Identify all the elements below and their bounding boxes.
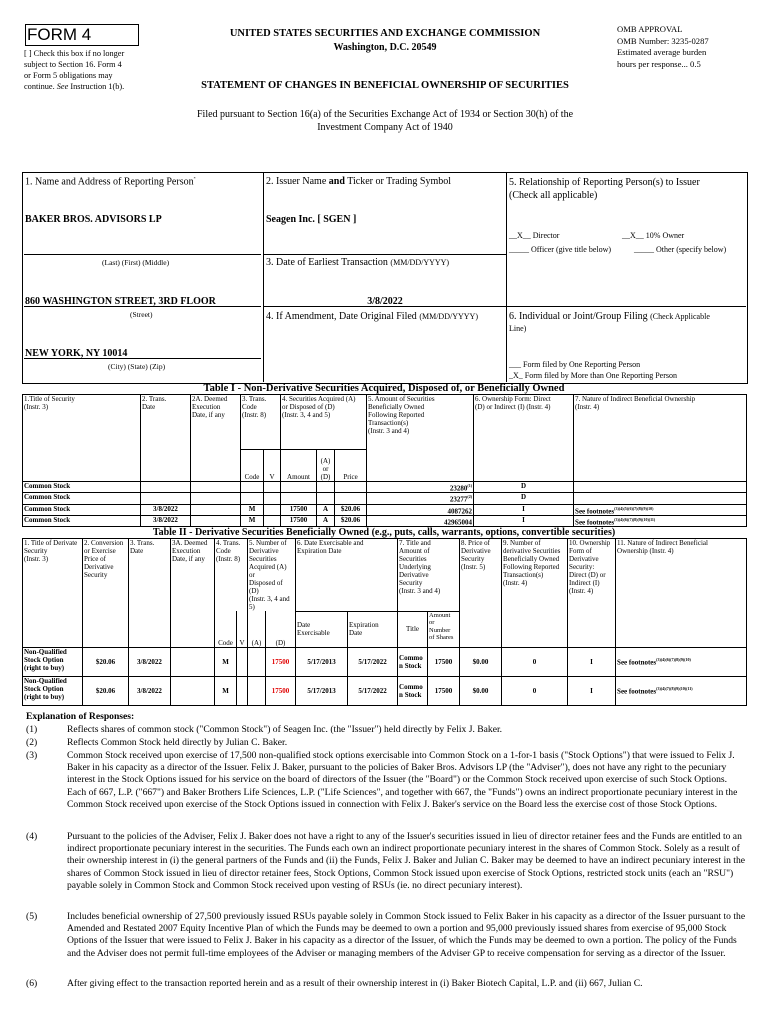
issuer-value: Seagen Inc. [ SGEN ] (266, 214, 357, 225)
t2-col-code: 4. Trans. Code (Instr. 8) (215, 539, 248, 612)
officer-checkbox[interactable]: _____ Officer (give title below) (509, 245, 612, 254)
agency-city: Washington, D.C. 20549 (333, 42, 437, 53)
t2-col-underlying: 7. Title and Amount of Securities Underlying Derivative Security (Instr. 3 and 4) (398, 539, 460, 612)
t1-sub-price: Price (335, 450, 367, 482)
table2 (22, 538, 746, 706)
filing-label: 6. Individual or Joint/Group Filing (Check Applicable Line) (509, 311, 710, 333)
t1-col-deemed: 2A. Deemed Execution Date, if any (191, 395, 241, 450)
form-title: FORM 4 (25, 24, 139, 46)
t1-sub-code: Code (241, 450, 264, 482)
director-checkbox[interactable]: __X__ Director (509, 231, 560, 240)
footnote-text: Reflects shares of common stock ("Common Stock") of Seagen Inc. (the "Issuer") held directly by Felix J. Baker. (67, 724, 503, 735)
table-row: Common Stock 3/8/2022 M 17500 A $20.06 4087262 I See footnotes$^{(3)(4)(5)(6)(7)(8)(9)(10)}$ (23, 504, 747, 515)
relationship-label: 5. Relationship of Reporting Person(s) to Issuer (Check all applicable) (509, 177, 700, 201)
filing-one-person[interactable]: ___ Form filed by One Reporting Person (509, 360, 641, 369)
table-row: Common Stock 3/8/2022 M 17500 A $20.06 42965004 I See footnotes$^{(3)(4)(6)(7)(8)(9)(10)(11)}$ (23, 515, 747, 526)
t2-col-price: 8. Price of Derivative Security (Instr. 5) (460, 539, 502, 648)
t1-col-date: 2. Trans. Date (141, 395, 191, 450)
t2-sub-title: Title (398, 611, 428, 647)
reporting-person-label: 1. Name and Address of Reporting Person* (25, 176, 196, 188)
footnote-text: Reflects Common Stock held directly by Julian C. Baker. (67, 737, 288, 748)
t2-sub-amount: Amount or Number of Shares (428, 611, 460, 647)
city-hint: (City) (State) (Zip) (108, 362, 166, 371)
t2-sub-exercisable: Date Exercisable (296, 611, 348, 647)
footnote-number: (6) (26, 978, 38, 989)
t2-sub-v: V (237, 611, 248, 647)
footnote-number: (4) (26, 831, 38, 842)
issuer-label: 2. Issuer Name and Ticker or Trading Symbol (266, 176, 452, 187)
footnote-number: (2) (26, 737, 38, 748)
ten-percent-owner-checkbox[interactable]: __X__ 10% Owner (622, 231, 685, 240)
t1-sub-v: V (264, 450, 281, 482)
t2-col-date: 3. Trans. Date (129, 539, 171, 612)
t2-col-title: 1. Title of Derivate Security (Instr. 3) (24, 539, 78, 563)
t2-col-number: 5. Number of Derivative Securities Acquired (A) or Disposed of (D) (Instr. 3, 4 and 5) (248, 539, 296, 612)
other-checkbox[interactable]: _____ Other (specify below) (634, 245, 727, 254)
reporting-street: 860 WASHINGTON STREET, 3RD FLOOR (25, 296, 216, 307)
footnote-text: Includes beneficial ownership of 27,500 previously issued RSUs payable solely in Common Stock issued to Felix Baker in his capacity as a director of the Issuer pursuant to the Amended and Restated 2007 Equity Incentive Plan of which the Funds may be deemed to own a portion and 95,000 previously issued shares from exercise of 95,000 Stock Options of the Issuer that were issued to Felix J. Baker in his capacity as a director of the Issuer, of which the Funds may be deemed to own a portion. The policy of the Funds and the Adviser does not permit full-time employees of the Adviser or managing members of the Adviser GP to receive compensation for serving as a director of the Issuer. (67, 911, 746, 959)
footnote-number: (5) (26, 911, 38, 922)
t1-sub-amount: Amount (281, 450, 317, 482)
filing-more-persons[interactable]: _X_ Form filed by More than One Reporting Person (509, 371, 677, 380)
t2-sub-expiration: Expiration Date (348, 611, 398, 647)
street-hint: (Street) (130, 310, 153, 319)
t2-col-owned: 9. Number of derivative Securities Beneficially Owned Following Reported Transaction(s) (Instr. 4) (502, 539, 568, 648)
check-note (24, 48, 159, 92)
table-row: Common Stock 23277$^{(2)}$ D (23, 493, 747, 504)
t1-col-code: 3. Trans. Code (Instr. 8) (241, 395, 281, 450)
t2-col-form: 10. Ownership Form of Derivative Security: Direct (D) or Indirect (I) (Instr. 4) (568, 539, 616, 648)
t2-col-deemed: 3A. Deemed Execution Date, if any (171, 539, 215, 612)
statement-title: STATEMENT OF CHANGES IN BENEFICIAL OWNERSHIP OF SECURITIES (201, 80, 569, 91)
earliest-date-label: 3. Date of Earliest Transaction (MM/DD/YYYY) (266, 257, 450, 268)
t1-col-owned: 5. Amount of Securities Beneficially Owned Following Reported Transaction(s) (Instr. 3 and 4) (367, 395, 474, 482)
t2-sub-code: Code (215, 611, 237, 647)
footnote-text: After giving effect to the transaction reported herein and as a result of their ownership interest in (i) Baker Biotech Capital, L.P. and (ii) 667, Julian C. (67, 978, 643, 989)
footnote-text: Pursuant to the policies of the Adviser, Felix J. Baker does not have a right to any of the Issuer's securities issued in lieu of director retainer fees and the Funds are entitled to an indirect proportionate pecuniary interest in the securities. The Funds each own an indirect proportionate pecuniary interest in the shares of Common Stock. Solely as a result of their ownership interest in (i) the general partners of the Funds and (ii) the Funds, Felix J. Baker and Julian C. Baker may be deemed to have an indirect pecuniary interest in the shares of Common Stock issued in lieu of director retainer fees, Stock Options, Common Stock issued upon exercise of Stock Options, restricted stock units (each an "RSU") payable solely in Common Stock and Common Stock received upon vesting of RSUs (ie. no direct pecuniary interest). (67, 831, 746, 891)
reporting-box (22, 172, 748, 384)
table2-title: Table II - Derivative Securities Beneficially Owned (e.g., puts, calls, warrants, options, convertible securities) (152, 527, 616, 538)
table-row: Non-Qualified Stock Option (right to buy) $20.06 3/8/2022 M 17500 5/17/2013 5/17/2022 Commo n Stock 17500 $0.00 0 I See footnotes$^{(3)(4)(7)(8)(9)(10)(11)}$ (23, 676, 747, 705)
check-note-line: or Form 5 obligations may (24, 71, 113, 80)
t1-col-title: 1.Title of Security (Instr. 3) (24, 395, 75, 411)
table-row: Non-Qualified Stock Option (right to buy) $20.06 3/8/2022 M 17500 5/17/2013 5/17/2022 Commo n Stock 17500 $0.00 0 I See footnotes$^{(3)(4)(6)(7)(8)(9)(10)}$ (23, 647, 747, 676)
t2-col-nature: 11. Nature of Indirect Beneficial Ownership (Instr. 4) (616, 539, 747, 648)
reporting-city: NEW YORK, NY 10014 (25, 348, 128, 359)
reporting-person-name: BAKER BROS. ADVISORS LP (25, 214, 162, 225)
explanation-heading: Explanation of Responses: (26, 711, 135, 722)
t2-sub-d: (D) (266, 611, 296, 647)
t1-col-form: 6. Ownership Form: Direct (D) or Indirect (I) (Instr. 4) (474, 395, 574, 482)
check-note-line[interactable]: [ ] Check this box if no longer (24, 49, 125, 58)
footnote-number: (3) (26, 750, 38, 761)
t2-sub-a: (A) (248, 611, 266, 647)
agency-name: UNITED STATES SECURITIES AND EXCHANGE COMMISSION (229, 28, 541, 39)
check-note-line: subject to Section 16. Form 4 (24, 60, 122, 69)
omb-approval: OMB APPROVAL OMB Number: 3235-0287 Estimated average burden hours per response... 0.5 (617, 24, 709, 69)
t2-col-exercisable: 6. Date Exercisable and Expiration Date (296, 539, 398, 612)
table-row: Common Stock 23280$^{(1)}$ D (23, 482, 747, 493)
footnote-text: Common Stock received upon exercise of 17,500 non-qualified stock options exercisable into Common Stock on a 1-for-1 basis ("Stock Options") that were issued to Felix J. Baker in his capacity as a director of the Issuer. Felix J. Baker, pursuant to the policies of Baker Bros. Advisors LP (the "Adviser"), does not have any right to the pecuniary interest in the Stock Options issued for his service on the board of directors of the Issuer (the "Board") or the Common Stock received upon exercise of such Stock Options. Each of 667, L.P. ("667") and Baker Brothers Life Sciences, L.P. ("Life Sciences", and together with 667, the "Funds") owns an indirect proportionate pecuniary interest in the Common Stock received upon exercise of the Stock Options issued in connection with Felix J. Baker's service on the Board less the exercise cost of those Stock Options. (67, 750, 738, 810)
footnote-number: (1) (26, 724, 38, 735)
t2-col-conversion: 2. Conversion or Exercise Price of Derivative Security (83, 539, 129, 612)
table1-title: Table I - Non-Derivative Securities Acquired, Disposed of, or Beneficially Owned (203, 383, 565, 394)
t1-col-nature: 7. Nature of Indirect Beneficial Ownership (Instr. 4) (574, 395, 747, 482)
filed-pursuant: Filed pursuant to Section 16(a) of the Securities Exchange Act of 1934 or Section 30(h) of the Investment Company Act of 1940 (196, 109, 574, 133)
earliest-date-value: 3/8/2022 (367, 296, 403, 307)
t1-sub-aord: (A) or (D) (317, 450, 335, 482)
check-note-line: continue. See Instruction 1(b). (24, 82, 125, 91)
name-hint: (Last) (First) (Middle) (102, 258, 170, 267)
table1 (22, 394, 746, 527)
t1-col-acquired: 4. Securities Acquired (A) or Disposed of (D) (Instr. 3, 4 and 5) (281, 395, 367, 450)
amendment-label: 4. If Amendment, Date Original Filed (MM/DD/YYYY) (266, 311, 478, 322)
